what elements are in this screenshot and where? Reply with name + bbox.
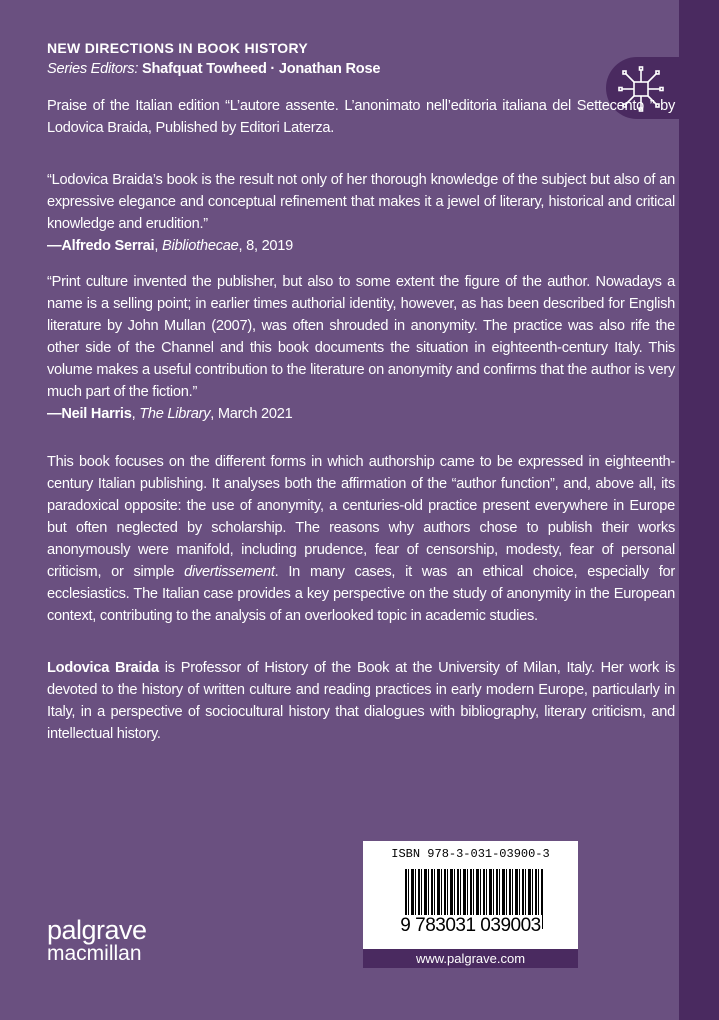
publisher-url: www.palgrave.com [363, 949, 578, 968]
isbn-label: ISBN 978-3-031-03900-3 [391, 847, 550, 861]
author-name: Lodovica Braida [47, 660, 159, 676]
quote-1-text: “Lodovica Braida’s book is the result not only of her thorough knowledge of the subject but also of an expressive elegance and conceptual refinement that makes it a jewel of literary, historical and critical knowledge and erudition.” [47, 172, 675, 232]
isbn-barcode-box [363, 841, 578, 968]
description-part-2: . In many cases, it was an ethical choice, especially for ecclesiastics. The Italian case provides a key perspective on the study of anonymity in the European context, contributing to the analysis of an overlooked topic in academic studies. [47, 564, 675, 624]
quote-1-details: , 8, 2019 [238, 238, 294, 254]
author-bio [47, 657, 675, 745]
quote-2-author: —Neil Harris [47, 406, 132, 422]
quote-2-source: The Library [139, 406, 211, 422]
spine [679, 0, 719, 1020]
series-editors-names: Shafquat Towheed · Jonathan Rose [141, 61, 381, 77]
description-italic: divertissement [184, 564, 275, 580]
series-title: NEW DIRECTIONS IN BOOK HISTORY [47, 40, 309, 56]
quote-1-author: —Alfredo Serrai [47, 238, 155, 254]
author-bio-text: is Professor of History of the Book at the University of Milan, Italy. Her work is devoted to the history of written culture and reading practices in early modern Europe, particularly in Italy, in a perspective of sociocultural history that dialogues with bibliography, literary criticism, and intellectual history. [47, 660, 675, 742]
quote-2-attribution: —Neil Harris, The Library, March 2021 [47, 406, 293, 422]
publisher-logo [47, 915, 147, 966]
praise-intro: Praise of the Italian edition “L’autore assente. L’anonimato nell’editoria italiana del Settecento ” by Lodovica Braida, Published by Editori Laterza. [47, 98, 675, 136]
publisher-logo-line-1: palgrave [47, 915, 147, 945]
publisher-logo-line-2: macmillan [47, 942, 142, 965]
description-part-1: This book focuses on the different forms in which authorship came to be expressed in eighteenth-century Italian publishing. It analyses both the affirmation of the “author function”, and, above all, its paradoxical opposite: the use of anonymity, a centuries-old practice present everywhere in Europe but often neglected by scholarship. The reasons why authors chose to publish their works anonymously were manifold, including prudence, fear of censorship, modesty, fear of personal criticism, or simple [47, 454, 675, 580]
back-cover-text [47, 38, 675, 745]
quote-2-details: , March 2021 [210, 406, 293, 422]
barcode-number: 9 783031 039003 [400, 915, 541, 936]
quote-1-attribution: —Alfredo Serrai, Bibliothecae, 8, 2019 [47, 238, 294, 254]
book-description [47, 451, 675, 627]
series-editors [47, 58, 675, 80]
quote-2-text: “Print culture invented the publisher, but also to some extent the figure of the author. Nowadays a name is a selling point; in earlier times authorial identity, however, as has been described for English literature by John Mullan (2007), was often shrouded in anonymity. The practice was also rife the other side of the Channel and this book documents the situation in eighteenth-century Italy. This volume makes a useful contribution to the literature on anonymity and confirms that the author is very much part of the fiction.” [47, 274, 675, 400]
quote-1-source: Bibliothecae [161, 238, 239, 254]
series-editors-label: Series Editors: [47, 61, 139, 77]
